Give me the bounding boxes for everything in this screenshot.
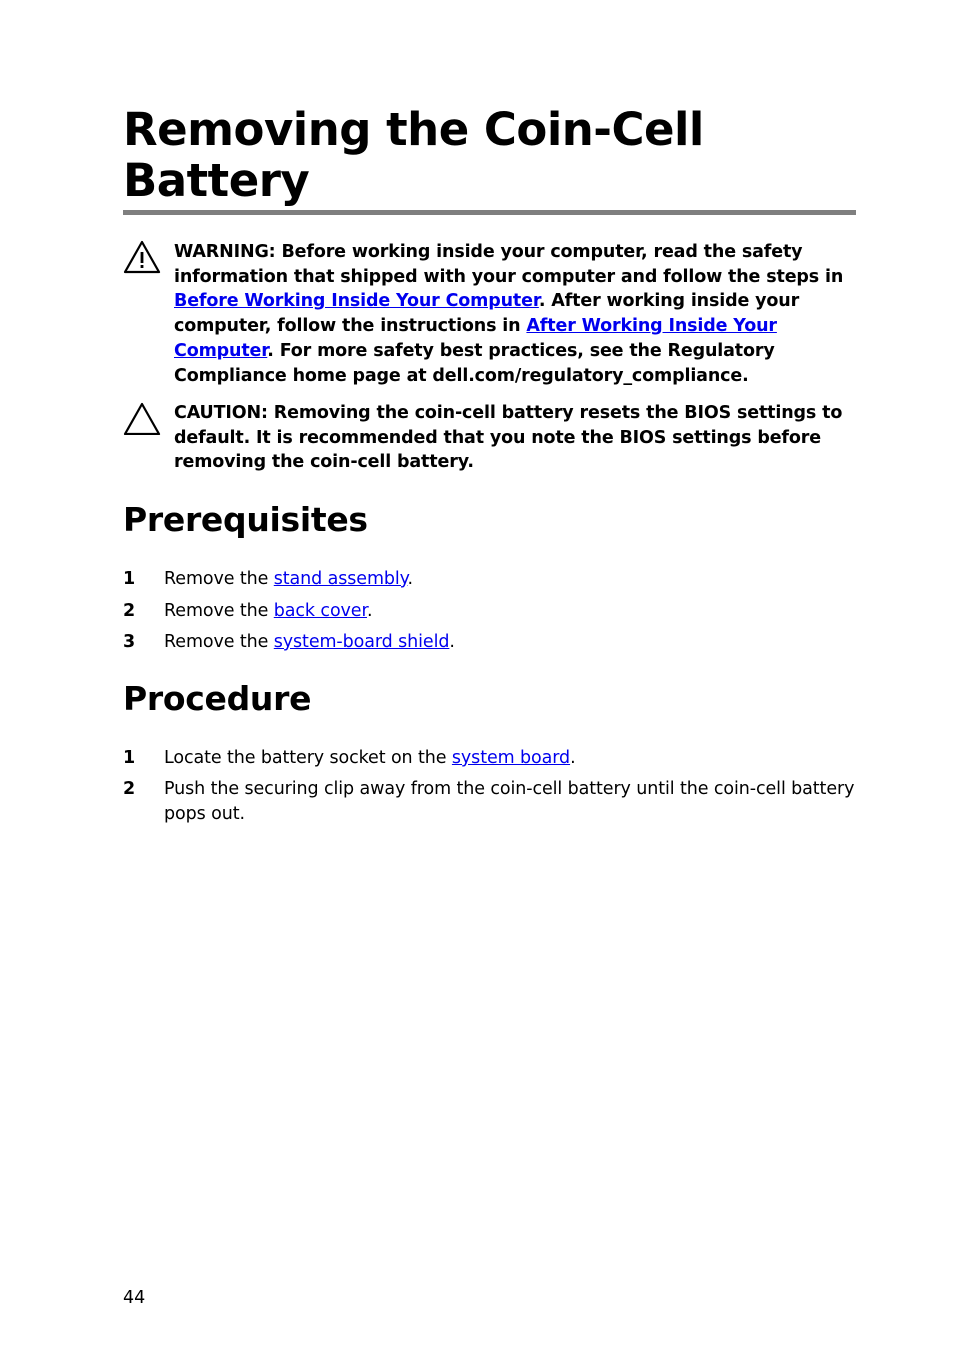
prerequisites-list [123, 567, 856, 662]
list-item [123, 746, 856, 771]
list-item [123, 777, 856, 827]
list-item [123, 599, 856, 624]
step-suffix: . [366, 600, 373, 621]
procedure-heading: Procedure [123, 679, 312, 718]
warning-text [174, 240, 856, 388]
warning-text-part1: WARNING: Before working inside your computer, read the safety information that shipped with your computer and follow the steps in [174, 242, 844, 287]
before-working-link[interactable]: Before Working Inside Your Computer [174, 291, 539, 312]
list-item [123, 567, 856, 592]
step-number: 1 [123, 569, 136, 589]
page-title: Removing the Coin-Cell Battery [123, 103, 704, 207]
step-text: Remove the [164, 569, 274, 589]
prerequisites-heading: Prerequisites [123, 500, 368, 539]
system-board-shield-link[interactable]: system-board shield [273, 632, 450, 652]
caution-text: CAUTION: Removing the coin-cell battery resets the BIOS settings to default. It is recommended that you note the BIOS settings before removing the coin-cell battery. [174, 403, 843, 473]
step-suffix: . [570, 748, 576, 768]
step-suffix: . [449, 632, 455, 652]
title-rule [123, 210, 856, 215]
stand-assembly-link[interactable]: stand assembly [273, 569, 408, 589]
step-text: Push the securing clip away from the coin-cell battery until the coin-cell battery pops out. [164, 779, 855, 824]
caution-icon [123, 401, 161, 435]
warning-text-part2: . After working inside your computer, follow the instructions in [174, 291, 800, 337]
step-number: 3 [123, 632, 136, 652]
after-working-link[interactable]: After Working Inside Your Computer [174, 316, 777, 361]
step-number: 1 [123, 748, 136, 768]
step-suffix: . [407, 569, 413, 589]
warning-text-part3: . For more safety best practices, see the Regulatory Compliance home page at dell.com/regulatory_compliance. [174, 340, 775, 386]
back-cover-link[interactable]: back cover [273, 600, 367, 621]
page-number: 44 [123, 1288, 146, 1308]
step-text: Remove the [164, 600, 274, 621]
step-text: Locate the battery socket on the [164, 748, 452, 768]
system-board-link[interactable]: system board [451, 748, 571, 768]
procedure-list [123, 746, 856, 833]
list-item [123, 630, 856, 655]
warning-icon [123, 240, 161, 274]
step-number: 2 [123, 600, 136, 621]
step-text: Remove the [164, 632, 274, 652]
step-number: 2 [123, 779, 136, 799]
